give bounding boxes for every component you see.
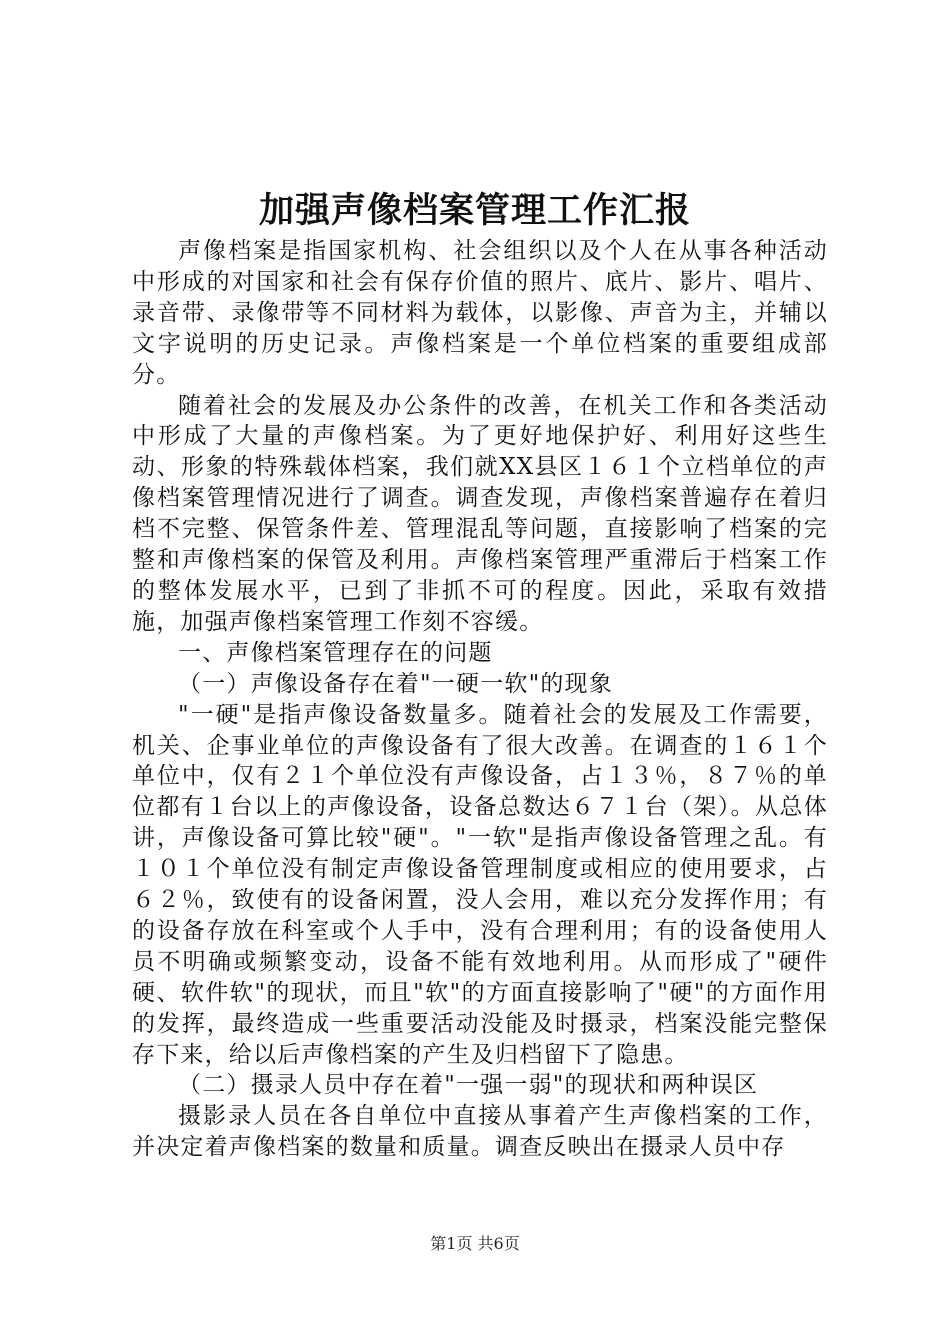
section-heading-problems: 一、声像档案管理存在的问题: [178, 639, 493, 666]
paragraph-intro: 声像档案是指国家机构、社会组织以及个人在从事各种活动中形成的对国家和社会有保存价值的照片、底片、影片、唱片、录音带、录像带等不同材料为载体，以影像、声音为主，并辅以文字说明的历史记录。声像档案是一个单位档案的重要组成部分。: [132, 238, 828, 388]
subsection-heading-personnel: （二）摄录人员中存在着"一强一弱"的现状和两种误区: [178, 1072, 759, 1099]
subsection-heading-equipment: （一）声像设备存在着"一硬一软"的现象: [178, 670, 613, 697]
paragraph-personnel: 摄影录人员在各自单位中直接从事着产生声像档案的工作，并决定着声像档案的数量和质量。调查反映出在摄录人员中存: [132, 1103, 828, 1161]
document-title: 加强声像档案管理工作汇报: [258, 190, 691, 231]
document-body: [132, 236, 828, 1163]
paragraph-equipment: "一硬"是指声像设备数量多。随着社会的发展及工作需要，机关、企事业单位的声像设备有了很大改善。在调查的１６１个单位中，仅有２１个单位没有声像设备，占１３％，８７％的单位都有１台以上的声像设备，设备总数达６７１台（架）。从总体讲，声像设备可算比较"硬"。"一软"是指声像设备管理之乱。有１０１个单位没有制定声像设备管理制度或相应的使用要求，占６２％，致使有的设备闲置，没人会用，难以充分发挥作用；有的设备存放在科室或个人手中，没有合理利用；有的设备使用人员不明确或频繁变动，设备不能有效地利用。从而形成了"硬件硬、软件软"的现状，而且"软"的方面直接影响了"硬"的方面作用的发挥，最终造成一些重要活动没能及时摄录，档案没能完整保存下来，给以后声像档案的产生及归档留下了隐患。: [132, 701, 828, 1068]
page-footer: 第1页 共6页: [430, 1234, 520, 1253]
paragraph-background: 随着社会的发展及办公条件的改善，在机关工作和各类活动中形成了大量的声像档案。为了更好地保护好、利用好这些生动、形象的特殊载体档案，我们就XX县区１６１个立档单位的声像档案管理情况进行了调查。调查发现，声像档案普遍存在着归档不完整、保管条件差、管理混乱等问题，直接影响了档案的完整和声像档案的保管及利用。声像档案管理严重滞后于档案工作的整体发展水平，已到了非抓不可的程度。因此，采取有效措施，加强声像档案管理工作刻不容缓。: [132, 392, 828, 635]
